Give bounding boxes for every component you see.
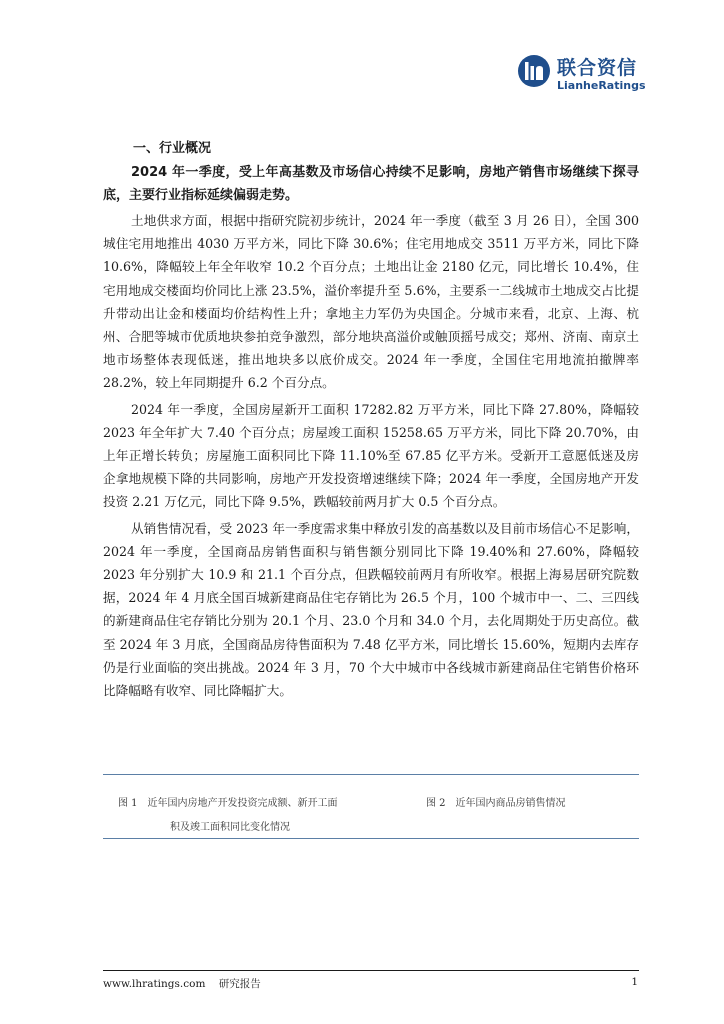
- brand-name-en: LianheRatings: [557, 79, 646, 92]
- page-number: 1: [631, 976, 638, 988]
- lianhe-logo-icon: [517, 54, 551, 88]
- footer-website-link[interactable]: www.lhratings.com: [103, 978, 206, 990]
- paragraph-construction: 2024 年一季度，全国房屋新开工面积 17282.82 万平方米，同比下降 27.80%，降幅较 2023 年全年扩大 7.40 个百分点；房屋竣工面积 15258.65 万平方米，同比下降 20.70%，由上年正增长转负；房屋施工面积同比下降 11.10%至 67.85 亿平方米。受新开工意愿低迷及房企拿地规模下降的共同影响，房地产开发投资增速继续下降；2024 年一季度，全国房地产开发投资 2.21 万亿元，同比下降 9.5%，跌幅较前两月扩大 0.5 个百分点。: [103, 401, 639, 510]
- company-logo: [517, 52, 657, 96]
- figure-2-caption: 图 2 近年国内商品房销售情况: [426, 798, 566, 809]
- brand-name-cn: 联合资信: [557, 57, 638, 79]
- figure-1-caption: 图 1 近年国内房地产开发投资完成额、新开工面: [118, 798, 338, 809]
- paragraph-sales: 从销售情况看，受 2023 年一季度需求集中释放引发的高基数以及目前市场信心不足影响，2024 年一季度，全国商品房销售面积与销售额分别同比下降 19.40%和 27.60%，降幅较 2023 年分别扩大 10.9 和 21.1 个百分点，但跌幅较前两月有所收窄。根据上海易居研究院数据，2024 年 4 月底全国百城新建商品住宅存销比为 26.5 个月，100 个城市中一、二、三四线的新建商品住宅存销比分别为 20.1 个月、23.0 个月和 34.0 个月，去化周期处于历史高位。截至 2024 年 3 月底，全国商品房待售面积为 7.48 亿平方米，同比增长 15.60%，短期内去库存仍是行业面临的突出挑战。2024 年 3 月，70 个大中城市中各线城市新建商品住宅销售价格环比降幅略有收窄、同比降幅扩大。: [103, 520, 639, 699]
- footer-doc-type: 研究报告: [218, 978, 261, 990]
- paragraph-land-supply: 土地供求方面，根据中指研究院初步统计，2024 年一季度（截至 3 月 26 日），全国 300 城住宅用地推出 4030 万平方米，同比下降 30.6%；住宅用地成交 3511 万平方米，同比下降 10.6%，降幅较上年全年收窄 10.2 个百分点；土地出让金 2180 亿元，同比增长 10.4%，住宅用地成交楼面均价同比上涨 23.5%，溢价率提升至 5.6%，主要系一二线城市土地成交占比提升带动出让金和楼面均价结构性上升；拿地主力军仍为央国企。分城市来看，北京、上海、杭州、合肥等城市优质地块参拍竞争激烈，部分地块高溢价或触顶摇号成交；郑州、济南、南京土地市场整体表现低迷，推出地块多以底价成交。2024 年一季度，全国住宅用地流拍撤牌率 28.2%，较上年同期提升 6.2 个百分点。: [103, 213, 639, 391]
- figure-divider-bottom: [103, 838, 639, 839]
- section-lead: 2024 年一季度，受上年高基数及市场信心持续不足影响，房地产销售市场继续下探寻底，主要行业指标延续偏弱走势。: [103, 165, 639, 203]
- figure-1-caption-line2: 积及竣工面积同比变化情况: [170, 822, 290, 833]
- footer-rule: [103, 970, 639, 971]
- figure-divider-top: [103, 774, 639, 775]
- section-title: 一、行业概况: [133, 141, 212, 156]
- footer-left: [103, 976, 261, 991]
- report-body: [103, 138, 639, 705]
